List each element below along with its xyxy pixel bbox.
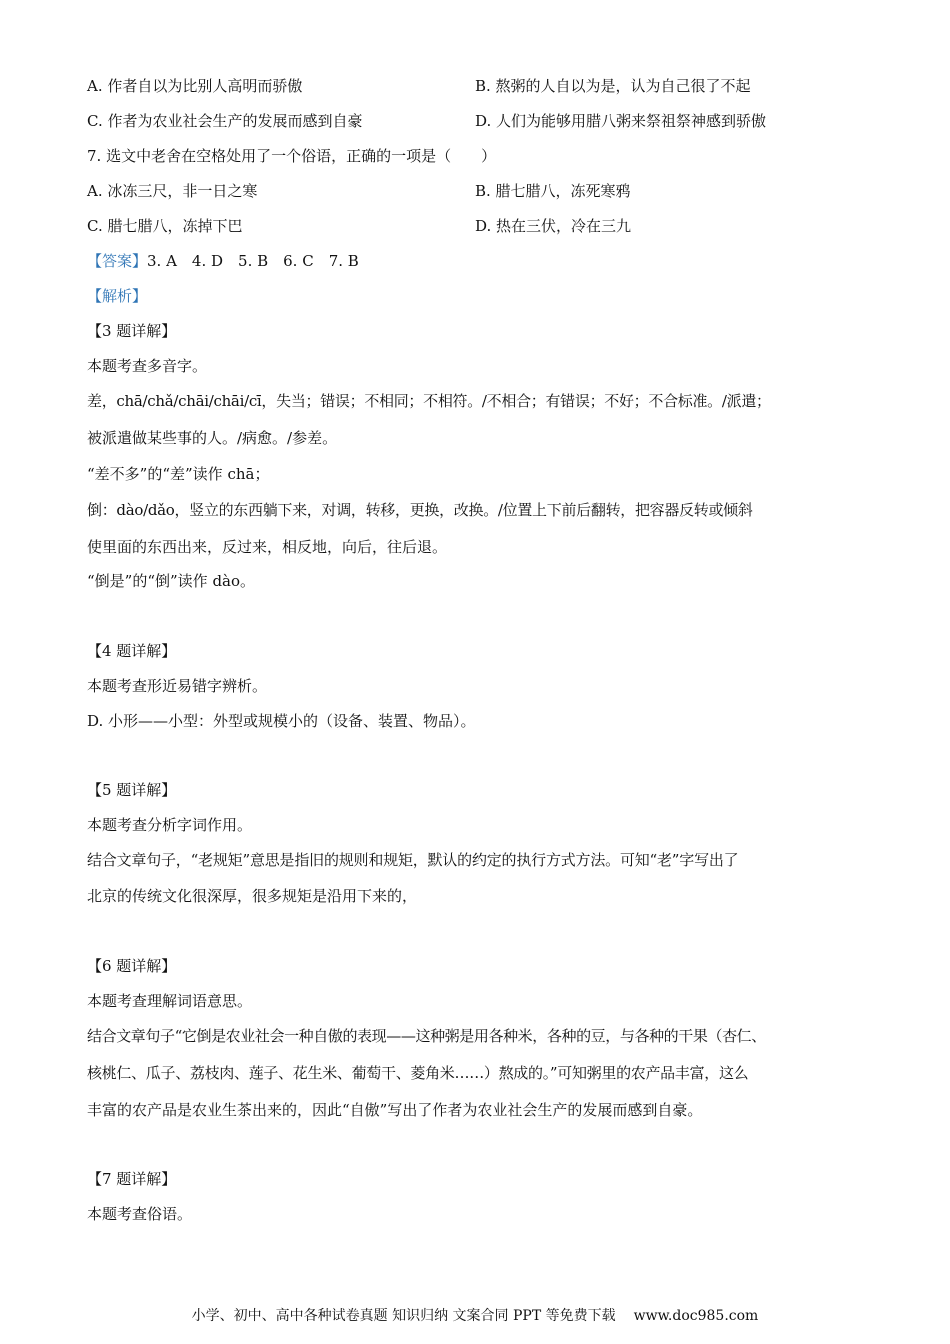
- footer-text: 小学、初中、高中各种试卷真题 知识归纳 文案合同 PPT 等免费下载: [191, 1308, 616, 1324]
- detail-7-line-1: 本题考查俗语。: [87, 1205, 193, 1223]
- detail-5-line-3: 北京的传统文化很深厚，很多规矩是沿用下来的，: [87, 887, 418, 905]
- q7-option-b: B. 腊七腊八，冻死寒鸦: [475, 182, 631, 200]
- detail-3-line-1: 本题考查多音字。: [87, 357, 208, 375]
- detail-6-line-4: 丰富的农产品是农业生茶出来的，因此“自傲”写出了作者为农业社会生产的发展而感到自豪。: [87, 1101, 703, 1119]
- footer-url[interactable]: www.doc985.com: [633, 1308, 759, 1324]
- detail-4-line-1: 本题考查形近易错字辨析。: [87, 677, 268, 695]
- q7-option-a: A. 冰冻三尺，非一日之寒: [87, 182, 258, 200]
- answer-line: [87, 250, 359, 272]
- detail-6-line-2: 结合文章句子“它倒是农业社会一种自傲的表现——这种粥是用各种米，各种的豆，与各种的干果（杏仁、: [87, 1027, 766, 1045]
- answer-text: 3. A 4. D 5. B 6. C 7. B: [147, 252, 359, 270]
- detail-3-heading: 【3 题详解】: [87, 322, 177, 340]
- q6-option-b: B. 熬粥的人自以为是，认为自己很了不起: [475, 77, 751, 95]
- q7-option-d: D. 热在三伏，冷在三九: [475, 217, 632, 235]
- detail-4-heading: 【4 题详解】: [87, 642, 177, 660]
- detail-6-line-1: 本题考查理解词语意思。: [87, 992, 253, 1010]
- detail-3-line-4: “差不多”的“差”读作 chā；: [87, 465, 270, 483]
- analysis-label: 【解析】: [87, 287, 148, 305]
- detail-6-heading: 【6 题详解】: [87, 957, 177, 975]
- detail-3-line-5: 倒：dào/dǎo，竖立的东西躺下来，对调，转移，更换，改换。/位置上下前后翻转，把容器反转或倾斜: [87, 501, 753, 519]
- detail-5-heading: 【5 题详解】: [87, 781, 177, 799]
- answer-label: 【答案】: [87, 252, 148, 270]
- q6-option-d: D. 人们为能够用腊八粥来祭祖祭神感到骄傲: [475, 112, 767, 130]
- q6-option-c: C. 作者为农业社会生产的发展而感到自豪: [87, 112, 363, 130]
- page-footer: [0, 1305, 950, 1325]
- detail-3-line-2: 差，chā/chǎ/chāi/chāi/cī，失当；错误；不相同；不相符。/不相合；有错误；不好；不合标准。/派遣；: [87, 392, 771, 410]
- q7-stem: 7. 选文中老舍在空格处用了一个俗语，正确的一项是（ ）: [87, 147, 497, 165]
- detail-5-line-2: 结合文章句子，“老规矩”意思是指旧的规则和规矩，默认的约定的执行方式方法。可知“老”字写出了: [87, 851, 739, 869]
- detail-3-line-7: “倒是”的“倒”读作 dào。: [87, 572, 256, 590]
- detail-6-line-3: 核桃仁、瓜子、荔枝肉、莲子、花生米、葡萄干、菱角米……）熬成的。”可知粥里的农产品丰富，这么: [87, 1064, 749, 1082]
- detail-3-line-6: 使里面的东西出来，反过来，相反地，向后，往后退。: [87, 538, 448, 556]
- detail-7-heading: 【7 题详解】: [87, 1170, 177, 1188]
- detail-3-line-3: 被派遣做某些事的人。/病愈。/参差。: [87, 429, 338, 447]
- q7-option-c: C. 腊七腊八，冻掉下巴: [87, 217, 243, 235]
- detail-5-line-1: 本题考查分析字词作用。: [87, 816, 253, 834]
- q6-option-a: A. 作者自以为比别人高明而骄傲: [87, 77, 303, 95]
- detail-4-line-2: D. 小形——小型：外型或规模小的（设备、装置、物品）。: [87, 712, 476, 730]
